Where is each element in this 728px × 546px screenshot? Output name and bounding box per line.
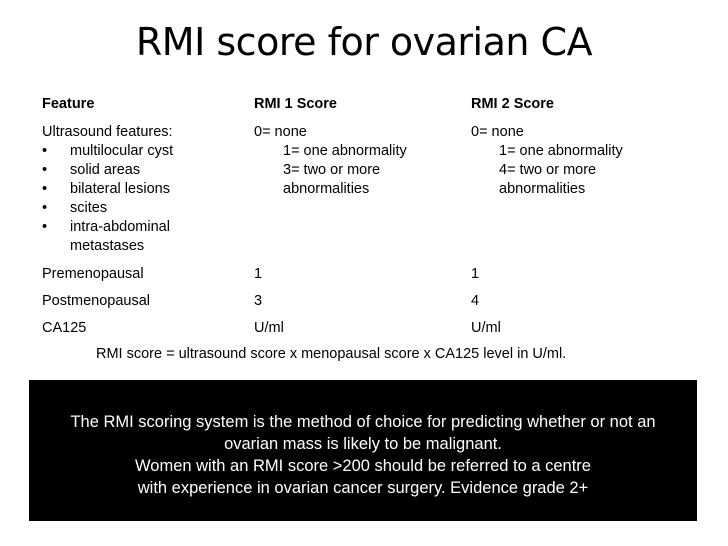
feature-text: intra-abdominal [70, 219, 170, 235]
callout-line: with experience in ovarian cancer surgery. Evidence grade 2+ [137, 479, 589, 497]
table-cell-rmi1: U/ml [254, 320, 284, 336]
list-item: abnormalities [499, 181, 586, 197]
callout-line: ovarian mass is likely to be malignant. [224, 435, 502, 453]
recommendation-callout [29, 380, 697, 521]
bullet-icon: • [42, 181, 48, 197]
feature-text-continued: metastases [70, 238, 145, 254]
callout-line: Women with an RMI score >200 should be referred to a centre [135, 457, 591, 475]
list-item [42, 218, 173, 237]
ultrasound-feature-list [42, 142, 173, 256]
list-item [42, 199, 173, 218]
rmi2-ultrasound-scores [499, 142, 623, 199]
feature-text: bilateral lesions [70, 181, 170, 197]
header-rmi1-score: RMI 1 Score [254, 96, 337, 112]
feature-text: scites [70, 200, 108, 216]
list-item [42, 237, 173, 256]
table-cell-rmi1: 1 [254, 266, 263, 282]
table-cell-rmi1: 3 [254, 293, 263, 309]
bullet-icon: • [42, 219, 48, 235]
bullet-icon: • [42, 200, 48, 216]
list-item [42, 142, 173, 161]
list-item [42, 180, 173, 199]
callout-line: The RMI scoring system is the method of choice for predicting whether or not an [70, 413, 656, 431]
rmi-formula: RMI score = ultrasound score x menopausal score x CA125 level in U/ml. [96, 346, 567, 362]
list-item: 1= one abnormality [499, 143, 623, 159]
rmi1-none-score: 0= none [254, 124, 307, 140]
rmi2-none-score: 0= none [471, 124, 524, 140]
table-row-label: CA125 [42, 320, 87, 336]
table-cell-rmi2: 1 [471, 266, 480, 282]
rmi1-ultrasound-scores [283, 142, 407, 199]
bullet-icon: • [42, 143, 48, 159]
table-row-label: Postmenopausal [42, 293, 151, 309]
bullet-icon: • [42, 162, 48, 178]
list-item: 4= two or more [499, 162, 597, 178]
feature-text: solid areas [70, 162, 141, 178]
slide-title: RMI score for ovarian CA [135, 20, 593, 64]
list-item: abnormalities [283, 181, 370, 197]
table-cell-rmi2: 4 [471, 293, 480, 309]
header-rmi2-score: RMI 2 Score [471, 96, 554, 112]
list-item: 3= two or more [283, 162, 381, 178]
list-item [42, 161, 173, 180]
ultrasound-features-label: Ultrasound features: [42, 124, 173, 140]
list-item: 1= one abnormality [283, 143, 407, 159]
table-row-label: Premenopausal [42, 266, 144, 282]
feature-text: multilocular cyst [70, 143, 174, 159]
table-cell-rmi2: U/ml [471, 320, 501, 336]
header-feature: Feature [42, 96, 95, 112]
